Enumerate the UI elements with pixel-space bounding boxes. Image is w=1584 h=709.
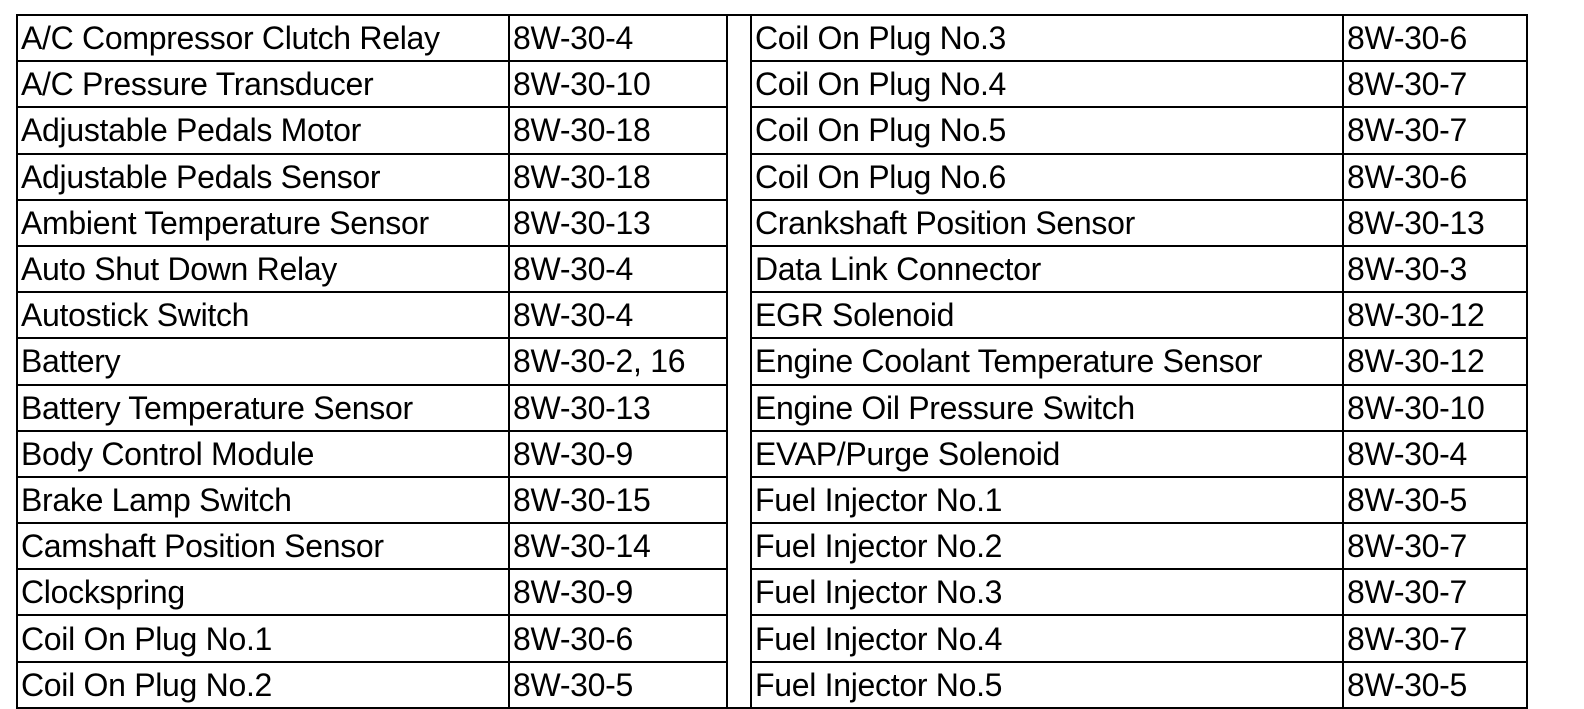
left-component-name: Coil On Plug No.1 [17, 615, 509, 661]
right-component-name: Coil On Plug No.3 [751, 15, 1343, 61]
right-diagram-reference: 8W-30-7 [1343, 615, 1527, 661]
table-row [17, 107, 1527, 153]
column-divider [727, 569, 751, 615]
right-diagram-reference: 8W-30-5 [1343, 662, 1527, 708]
right-component-name: Coil On Plug No.4 [751, 61, 1343, 107]
left-component-name: Autostick Switch [17, 292, 509, 338]
table-row [17, 615, 1527, 661]
left-diagram-reference: 8W-30-4 [509, 246, 727, 292]
left-diagram-reference: 8W-30-9 [509, 431, 727, 477]
column-divider [727, 523, 751, 569]
left-diagram-reference: 8W-30-13 [509, 200, 727, 246]
right-diagram-reference: 8W-30-10 [1343, 385, 1527, 431]
left-diagram-reference: 8W-30-5 [509, 662, 727, 708]
table-row [17, 292, 1527, 338]
table-row [17, 523, 1527, 569]
right-diagram-reference: 8W-30-7 [1343, 523, 1527, 569]
left-diagram-reference: 8W-30-4 [509, 292, 727, 338]
column-divider [727, 15, 751, 61]
right-component-name: Crankshaft Position Sensor [751, 200, 1343, 246]
left-component-name: Coil On Plug No.2 [17, 662, 509, 708]
left-diagram-reference: 8W-30-2, 16 [509, 338, 727, 384]
left-diagram-reference: 8W-30-6 [509, 615, 727, 661]
table-row [17, 662, 1527, 708]
column-divider [727, 615, 751, 661]
left-diagram-reference: 8W-30-4 [509, 15, 727, 61]
left-component-name: Ambient Temperature Sensor [17, 200, 509, 246]
right-diagram-reference: 8W-30-12 [1343, 338, 1527, 384]
column-divider [727, 200, 751, 246]
column-divider [727, 338, 751, 384]
right-diagram-reference: 8W-30-7 [1343, 107, 1527, 153]
table-row [17, 569, 1527, 615]
right-diagram-reference: 8W-30-6 [1343, 154, 1527, 200]
column-divider [727, 246, 751, 292]
column-divider [727, 292, 751, 338]
left-component-name: Clockspring [17, 569, 509, 615]
right-component-name: Coil On Plug No.5 [751, 107, 1343, 153]
right-diagram-reference: 8W-30-6 [1343, 15, 1527, 61]
left-component-name: Camshaft Position Sensor [17, 523, 509, 569]
right-component-name: EVAP/Purge Solenoid [751, 431, 1343, 477]
table-row [17, 385, 1527, 431]
table-row [17, 61, 1527, 107]
right-diagram-reference: 8W-30-3 [1343, 246, 1527, 292]
table-row [17, 338, 1527, 384]
right-component-name: Fuel Injector No.4 [751, 615, 1343, 661]
right-diagram-reference: 8W-30-7 [1343, 569, 1527, 615]
right-component-name: EGR Solenoid [751, 292, 1343, 338]
table-row [17, 15, 1527, 61]
table-row [17, 154, 1527, 200]
column-divider [727, 385, 751, 431]
component-index-table [16, 14, 1528, 709]
left-diagram-reference: 8W-30-10 [509, 61, 727, 107]
right-diagram-reference: 8W-30-12 [1343, 292, 1527, 338]
right-diagram-reference: 8W-30-7 [1343, 61, 1527, 107]
left-diagram-reference: 8W-30-13 [509, 385, 727, 431]
column-divider [727, 61, 751, 107]
column-divider [727, 662, 751, 708]
component-index-body [17, 15, 1527, 708]
column-divider [727, 154, 751, 200]
right-diagram-reference: 8W-30-4 [1343, 431, 1527, 477]
table-row [17, 477, 1527, 523]
left-component-name: A/C Compressor Clutch Relay [17, 15, 509, 61]
right-component-name: Coil On Plug No.6 [751, 154, 1343, 200]
table-row [17, 431, 1527, 477]
right-diagram-reference: 8W-30-5 [1343, 477, 1527, 523]
column-divider [727, 107, 751, 153]
left-diagram-reference: 8W-30-15 [509, 477, 727, 523]
left-component-name: A/C Pressure Transducer [17, 61, 509, 107]
right-component-name: Fuel Injector No.5 [751, 662, 1343, 708]
left-diagram-reference: 8W-30-18 [509, 154, 727, 200]
column-divider [727, 431, 751, 477]
left-diagram-reference: 8W-30-14 [509, 523, 727, 569]
left-component-name: Brake Lamp Switch [17, 477, 509, 523]
left-component-name: Adjustable Pedals Motor [17, 107, 509, 153]
table-row [17, 200, 1527, 246]
table-row [17, 246, 1527, 292]
column-divider [727, 477, 751, 523]
right-component-name: Engine Coolant Temperature Sensor [751, 338, 1343, 384]
right-component-name: Fuel Injector No.2 [751, 523, 1343, 569]
left-component-name: Battery Temperature Sensor [17, 385, 509, 431]
right-component-name: Data Link Connector [751, 246, 1343, 292]
right-component-name: Fuel Injector No.1 [751, 477, 1343, 523]
left-component-name: Adjustable Pedals Sensor [17, 154, 509, 200]
left-diagram-reference: 8W-30-9 [509, 569, 727, 615]
left-diagram-reference: 8W-30-18 [509, 107, 727, 153]
left-component-name: Auto Shut Down Relay [17, 246, 509, 292]
right-component-name: Engine Oil Pressure Switch [751, 385, 1343, 431]
left-component-name: Body Control Module [17, 431, 509, 477]
right-component-name: Fuel Injector No.3 [751, 569, 1343, 615]
left-component-name: Battery [17, 338, 509, 384]
right-diagram-reference: 8W-30-13 [1343, 200, 1527, 246]
